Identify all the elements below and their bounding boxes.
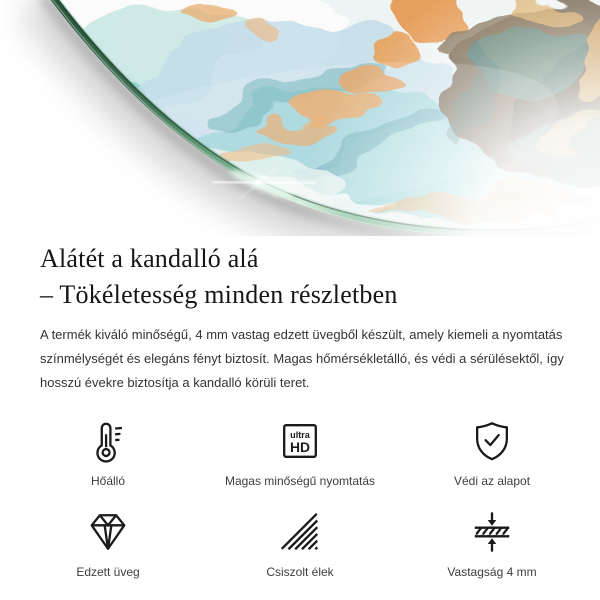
shield-check-icon [469,417,515,465]
feature-label: Edzett üveg [76,565,140,579]
page-title [40,241,580,313]
ultra-hd-icon-text-top: ultra [290,430,310,441]
polished-edges-icon [277,508,323,556]
feature-label: Védi az alapot [453,474,531,488]
feature-tempered-glass [12,508,204,579]
product-image[interactable] [0,0,600,236]
diamond-icon [85,508,131,556]
feature-heat-resistant [12,417,204,488]
ultra-hd-icon [277,417,323,465]
feature-ultra-hd-print [204,417,396,488]
feature-polished-edges [204,508,396,579]
thermometer-icon [85,417,131,465]
feature-label: Vastagság 4 mm [447,565,537,579]
product-description: A termék kiváló minőségű, 4 mm vastag edzett üvegből készült, amely kiemeli a nyomtatás színmélységét és elegáns fényt biztosít. Magas hőmérsékletálló, és védi a sérülésektől, így hosszú évekre biztosítja a kandalló körüli teret. [40,327,564,390]
ultra-hd-icon-text-bottom: HD [289,439,311,456]
white-fade-overlay [0,0,600,236]
feature-label: Magas minőségű nyomtatás [224,474,376,488]
feature-protects-base [396,417,588,488]
title-line-1: Alátét a kandalló alá [40,244,259,273]
feature-thickness [396,508,588,579]
features-grid [12,417,588,579]
thickness-icon [469,508,515,556]
title-line-2: – Tökéletesség minden részletben [40,280,398,309]
feature-label: Csiszolt élek [266,565,334,579]
glass-mat-artwork [0,0,600,236]
feature-label: Hőálló [90,474,126,488]
